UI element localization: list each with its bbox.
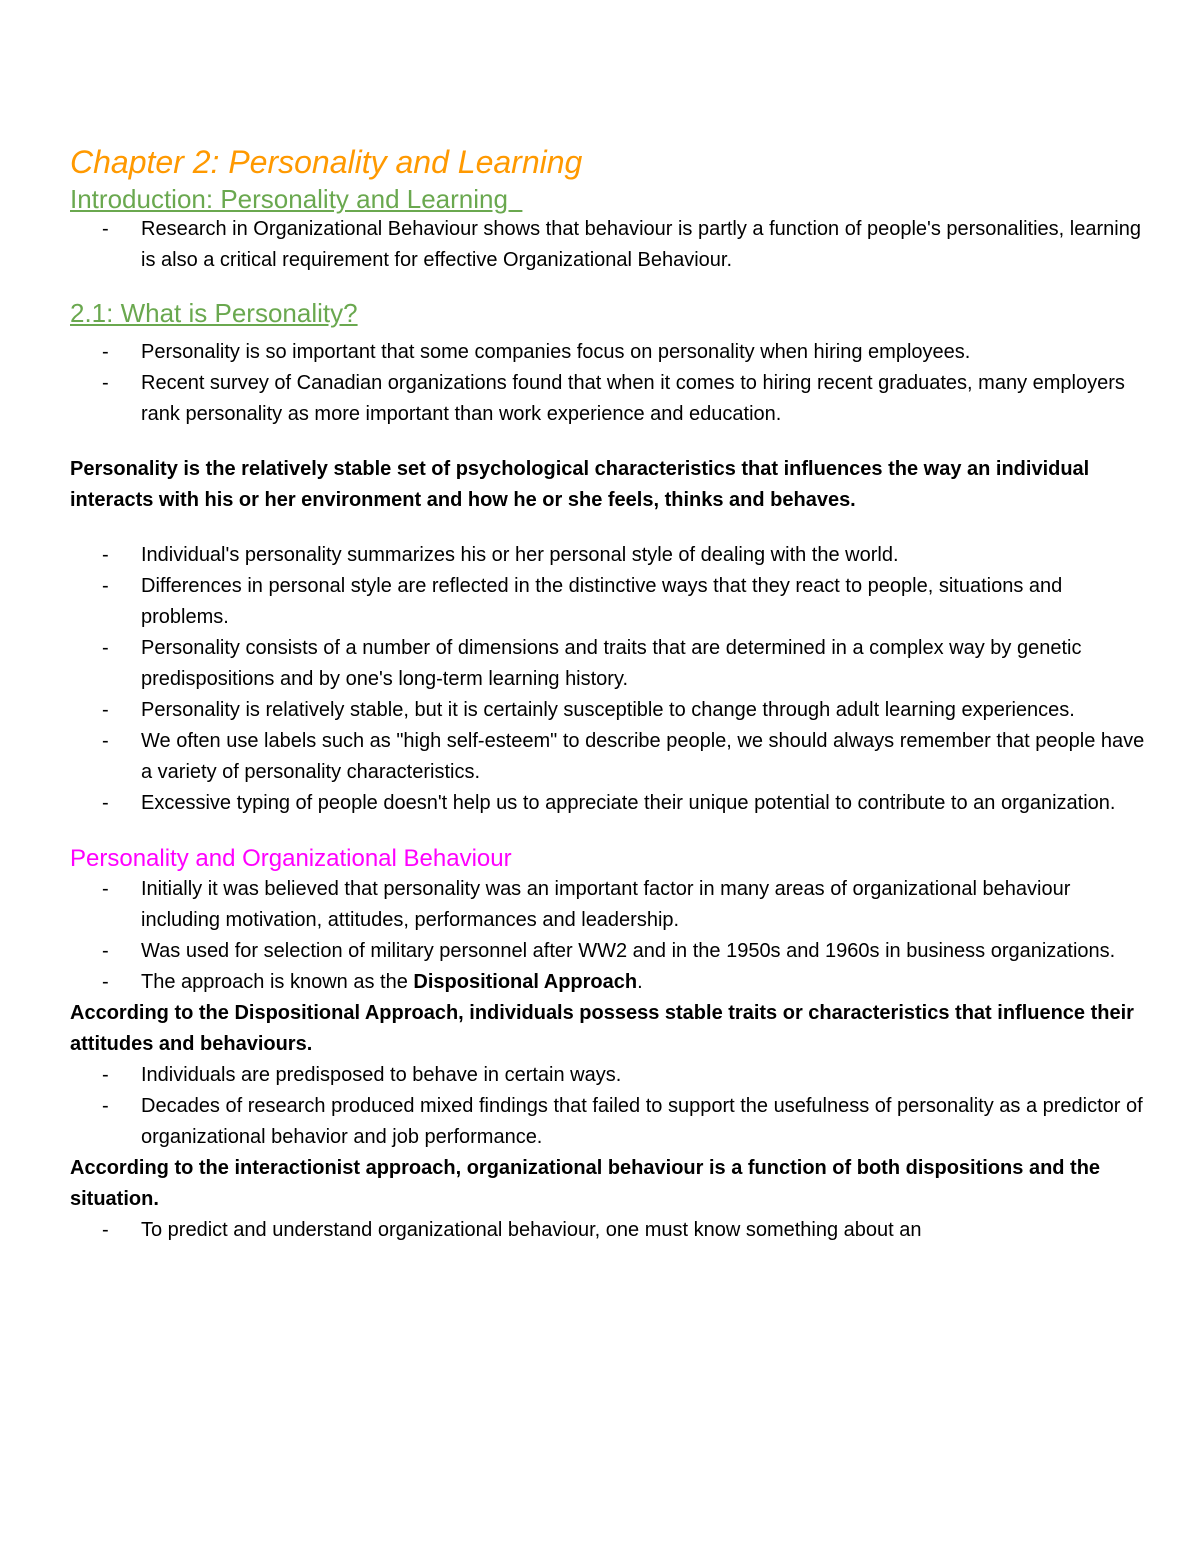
dash-bullet: - <box>102 730 109 752</box>
interactionist-approach-definition: According to the interactionist approach, organizational behaviour is a function of both dispositions and the situation. <box>70 1157 1101 1210</box>
list-item: - Was used for selection of military personnel after WW2 and in the 1950s and 1960s in business organizations. <box>70 936 1150 967</box>
dispositional-list <box>70 1060 1150 1153</box>
interactionist-list <box>70 1215 1150 1246</box>
dash-bullet: - <box>102 218 109 240</box>
dispositional-approach-term: Dispositional Approach <box>413 971 638 993</box>
list-item: - Initially it was believed that personality was an important factor in many areas of organizational behaviour including motivation, attitudes, performances and leadership. <box>70 874 1150 936</box>
list-item: - Personality is relatively stable, but it is certainly susceptible to change through adult learning experiences. <box>70 695 1150 726</box>
document-page <box>70 140 1150 1246</box>
list-item: - Research in Organizational Behaviour shows that behaviour is partly a function of people's personalities, learning is also a critical requirement for effective Organizational Behaviour. <box>70 214 1150 276</box>
dash-bullet: - <box>102 940 109 962</box>
section-2-1-list <box>70 337 1150 430</box>
list-item: - To predict and understand organizational behaviour, one must know something about an <box>70 1215 1150 1246</box>
dash-bullet: - <box>102 637 109 659</box>
dispositional-approach-definition: According to the Dispositional Approach, individuals possess stable traits or characteristics that influence their attitudes and behaviours. <box>70 1002 1134 1055</box>
list-item: - The approach is known as the Dispositional Approach. <box>70 967 1150 998</box>
intro-heading: Introduction: Personality and Learning <box>70 184 523 214</box>
section-heading-personality-ob: Personality and Organizational Behaviour <box>70 845 512 872</box>
dash-bullet: - <box>102 699 109 721</box>
intro-list <box>70 214 1150 276</box>
list-item: - Excessive typing of people doesn't help us to appreciate their unique potential to contribute to an organization. <box>70 788 1150 819</box>
dash-bullet: - <box>102 1219 109 1241</box>
dash-bullet: - <box>102 575 109 597</box>
list-item: - Personality consists of a number of dimensions and traits that are determined in a complex way by genetic predispositions and by one's long-term learning history. <box>70 633 1150 695</box>
dash-bullet: - <box>102 1064 109 1086</box>
list-item: - We often use labels such as "high self-esteem" to describe people, we should always remember that people have a variety of personality characteristics. <box>70 726 1150 788</box>
list-item: - Individuals are predisposed to behave in certain ways. <box>70 1060 1150 1091</box>
list-item: - Recent survey of Canadian organizations found that when it comes to hiring recent graduates, many employers rank personality as more important than work experience and education. <box>70 368 1150 430</box>
dash-bullet: - <box>102 341 109 363</box>
dash-bullet: - <box>102 544 109 566</box>
dash-bullet: - <box>102 372 109 394</box>
personality-definition: Personality is the relatively stable set of psychological characteristics that influences the way an individual interacts with his or her environment and how he or she feels, thinks and behaves. <box>70 458 1090 511</box>
list-item: - Individual's personality summarizes his or her personal style of dealing with the world. <box>70 540 1150 571</box>
list-item: - Decades of research produced mixed findings that failed to support the usefulness of personality as a predictor of organizational behavior and job performance. <box>70 1091 1150 1153</box>
personality-ob-list <box>70 874 1150 998</box>
dash-bullet: - <box>102 878 109 900</box>
list-item: - Personality is so important that some companies focus on personality when hiring employees. <box>70 337 1150 368</box>
chapter-title: Chapter 2: Personality and Learning <box>70 144 583 180</box>
section-heading-what-is-personality: 2.1: What is Personality? <box>70 298 358 328</box>
dash-bullet: - <box>102 792 109 814</box>
dash-bullet: - <box>102 971 109 993</box>
dash-bullet: - <box>102 1095 109 1117</box>
section-2-1-list-2 <box>70 540 1150 819</box>
list-item: - Differences in personal style are reflected in the distinctive ways that they react to people, situations and problems. <box>70 571 1150 633</box>
